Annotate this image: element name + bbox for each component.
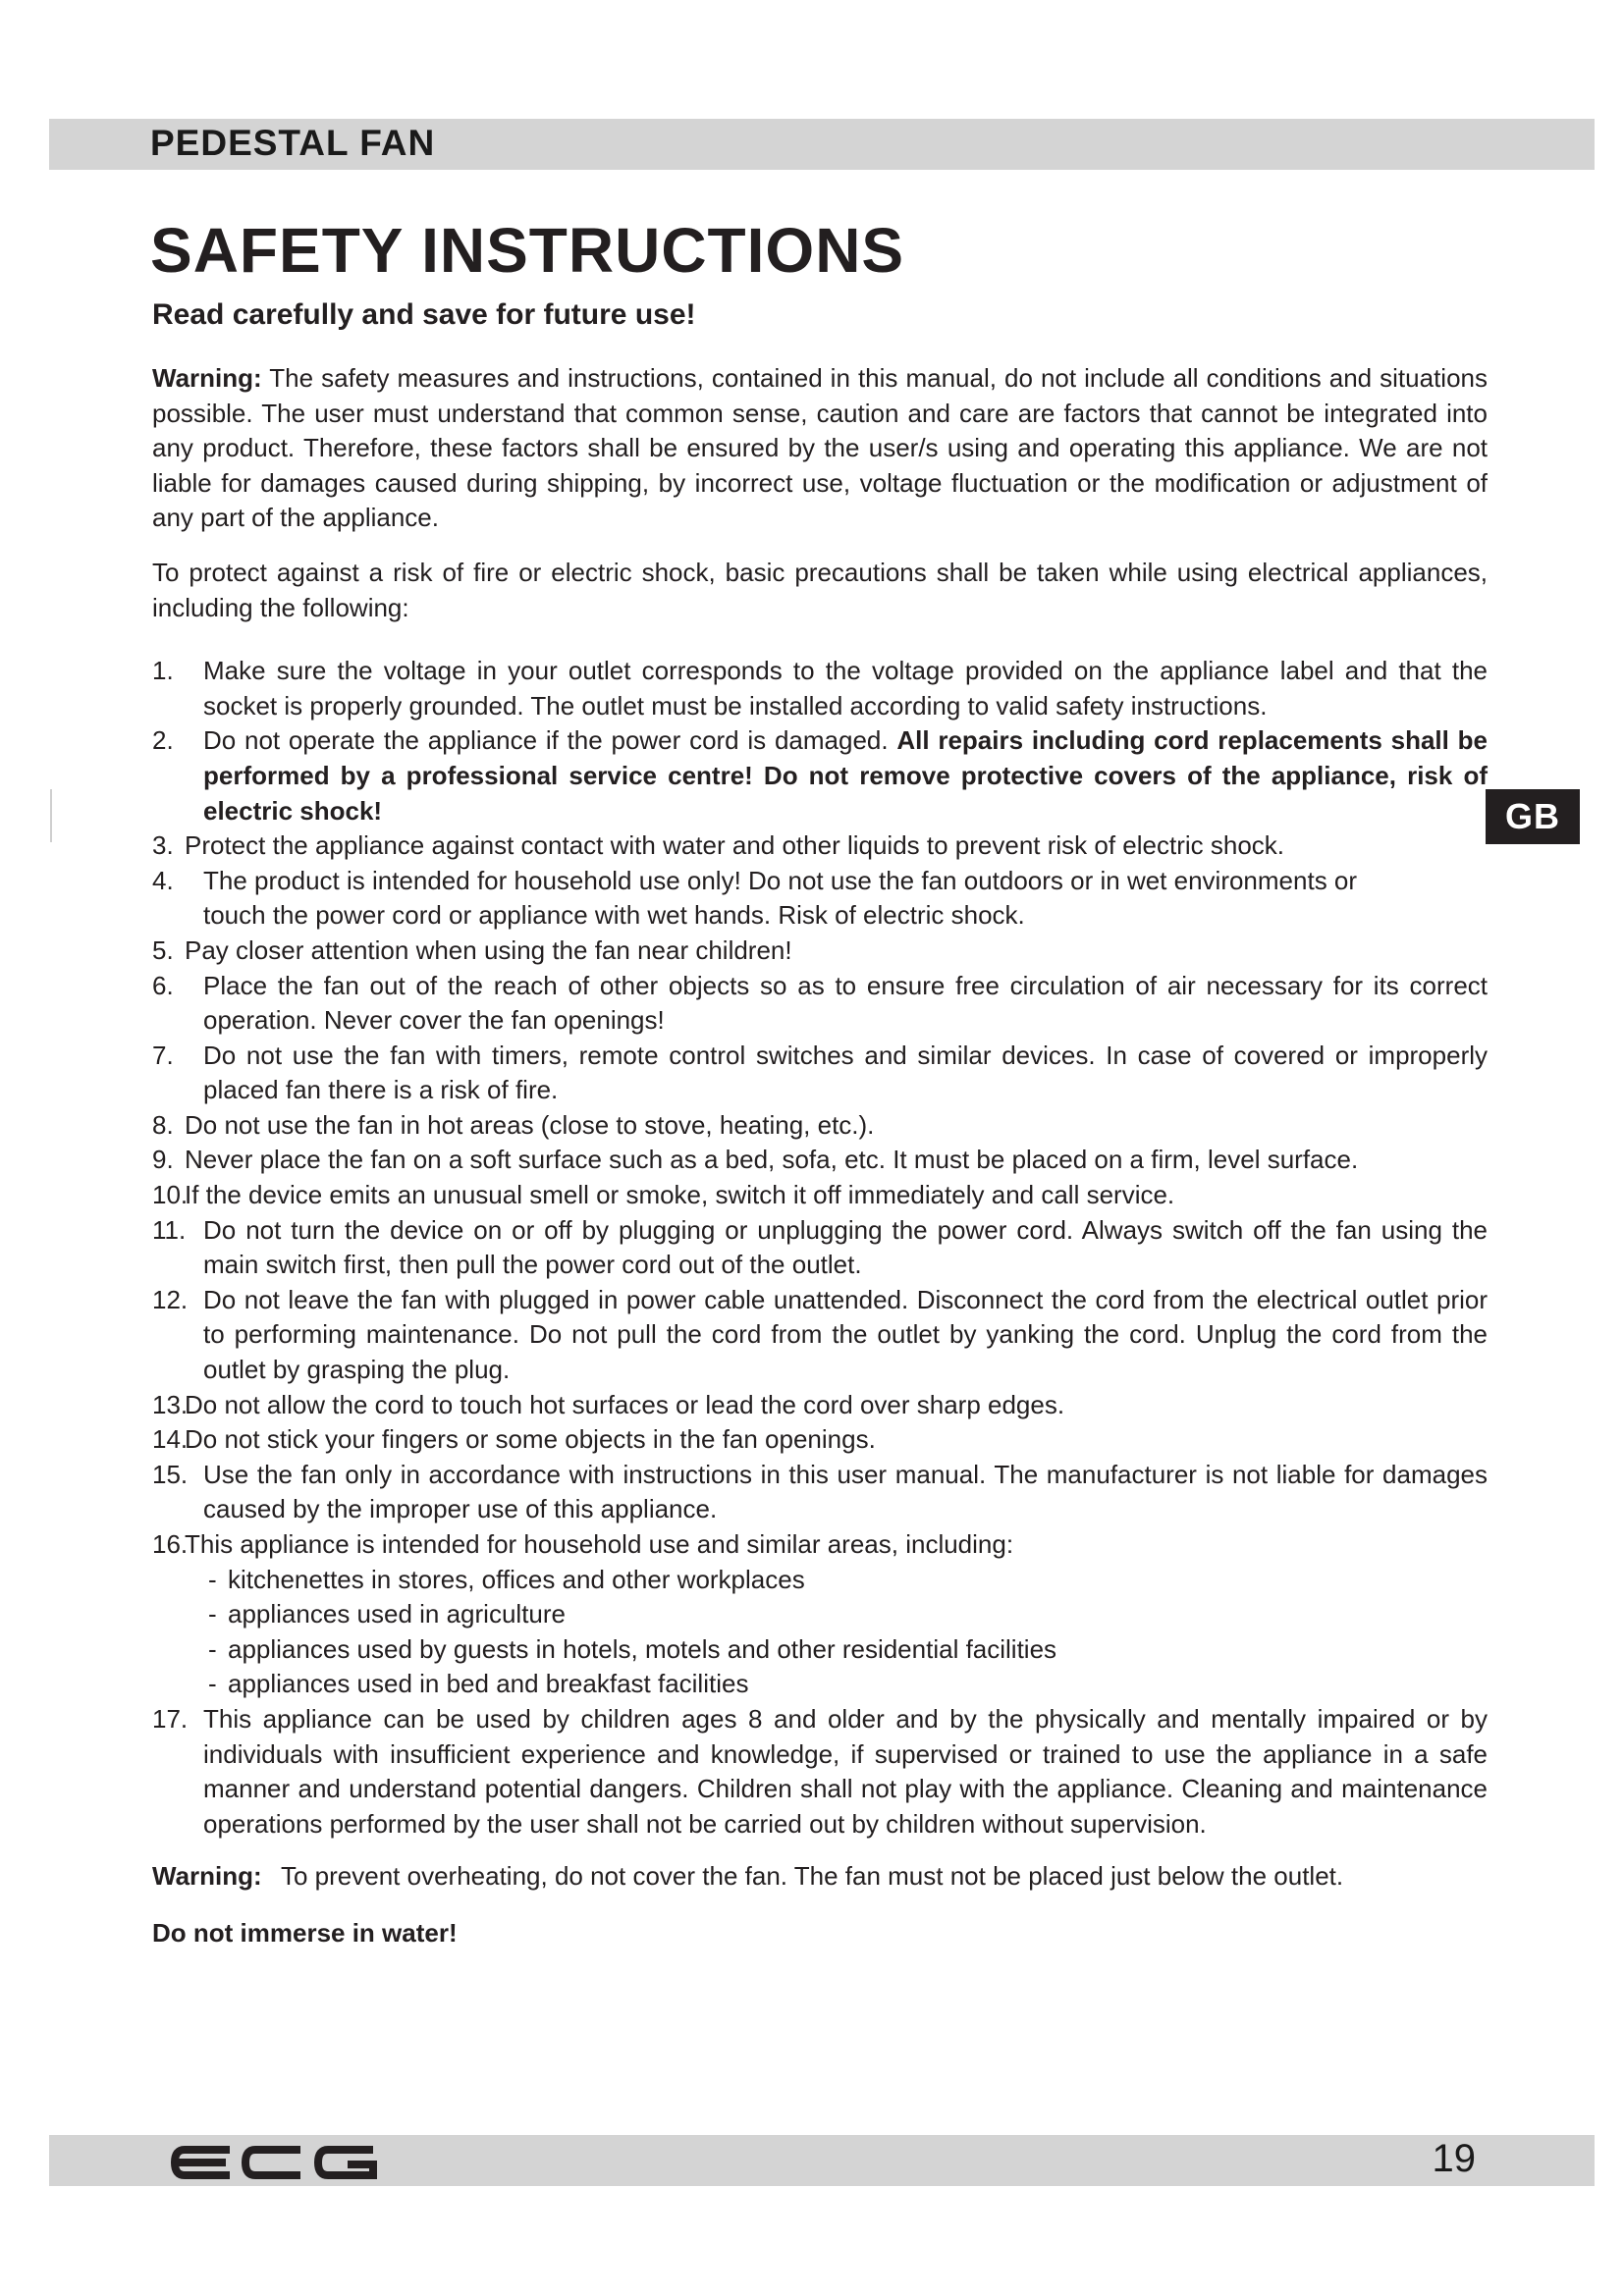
list-item [152, 1527, 1488, 1702]
list-item [152, 969, 1488, 1039]
item-number: 5. [152, 934, 174, 965]
section-title: PEDESTAL FAN [150, 123, 436, 163]
item-number: 4. [152, 865, 174, 895]
item-text: Do not use the fan with timers, remote control switches and similar devices. In case of covered or improperly placed fan there is a risk of fire. [203, 1040, 1488, 1105]
list-item [152, 1422, 1488, 1458]
list-item [152, 864, 1488, 934]
intro-warning [152, 361, 1488, 536]
instruction-list [152, 654, 1488, 1842]
item-number: 3. [152, 830, 174, 861]
item-number: 10. [152, 1180, 189, 1210]
item-number: 13. [152, 1389, 189, 1419]
item-number: 2. [152, 725, 174, 756]
item-text: Do not operate the appliance if the power cord is damaged. [203, 725, 889, 756]
item-number: 1. [152, 656, 174, 686]
item-number: 14. [152, 1424, 189, 1455]
list-item [152, 1702, 1488, 1842]
warning-label: Warning: [152, 1861, 262, 1892]
list-item [152, 654, 1488, 723]
item-number: 12. [152, 1284, 189, 1314]
list-item [152, 1283, 1488, 1388]
list-item [152, 828, 1488, 864]
item-text: Place the fan out of the reach of other objects so as to ensure free circulation of air necessary for its correct operation. Never cover the fan openings! [203, 970, 1488, 1036]
no-immerse-notice: Do not immerse in water! [152, 1917, 458, 1948]
item-text: Never place the fan on a soft surface such as a bed, sofa, etc. It must be placed on a firm, level surface. [185, 1145, 1359, 1175]
item-text: Use the fan only in accordance with instructions in this user manual. The manufacturer is not liable for damages caused by the improper use of this appliance. [203, 1459, 1488, 1524]
item-text: The product is intended for household use only! Do not use the fan outdoors or in wet environments or [203, 865, 1358, 895]
item-text: Do not turn the device on or off by plugging or unplugging the power cord. Always switch off the fan using the main switch first, then pull the power cord out of the outlet. [203, 1214, 1488, 1280]
item-text: Pay closer attention when using the fan near children! [185, 934, 792, 965]
item-text: Do not allow the cord to touch hot surfaces or lead the cord over sharp edges. [185, 1389, 1065, 1419]
facilities-sublist [152, 1563, 1488, 1702]
instructions-body [152, 361, 1488, 1951]
ecg-logo [171, 2146, 379, 2179]
item-text: Make sure the voltage in your outlet corresponds to the voltage provided on the appliance label and that the socket is properly grounded. The outlet must be installed according to valid safety instructions. [203, 656, 1488, 721]
item-text: Do not leave the fan with plugged in power cable unattended. Disconnect the cord from the electrical outlet prior to performing maintenance. Do not pull the cord from the outlet by yanking the cord. Unplug the cord from the outlet by grasping the plug. [203, 1284, 1488, 1385]
item-text: Protect the appliance against contact with water and other liquids to prevent risk of electric shock. [185, 830, 1285, 861]
list-item [152, 1143, 1488, 1178]
page-title: SAFETY INSTRUCTIONS [150, 215, 905, 286]
item-number: 6. [152, 970, 174, 1000]
list-item [152, 1108, 1488, 1144]
sublist-item: - kitchenettes in stores, offices and other workplaces [208, 1563, 1488, 1598]
item-text: Do not stick your fingers or some objects in the fan openings. [185, 1424, 876, 1455]
list-item [152, 934, 1488, 969]
footer-band [49, 2135, 1595, 2186]
item-number: 17. [152, 1703, 189, 1734]
margin-rule [50, 789, 52, 842]
item-number: 7. [152, 1040, 174, 1070]
warning-label: Warning: [152, 363, 262, 393]
item-number: 15. [152, 1459, 189, 1489]
item-text: Do not use the fan in hot areas (close to stove, heating, etc.). [185, 1109, 875, 1140]
item-text: If the device emits an unusual smell or smoke, switch it off immediately and call service. [185, 1180, 1175, 1210]
list-item [152, 1388, 1488, 1423]
sublist-item: - appliances used in bed and breakfast facilities [208, 1667, 1488, 1702]
warning-text: The safety measures and instructions, contained in this manual, do not include all conditions and situations possible. The user must understand that common sense, caution and care are factors that cannot be integrated into any product. Therefore, these factors shall be ensured by the user/s using and operating this appliance. We are not liable for damages caused during shipping, by incorrect use, voltage fluctuation or the modification or adjustment of any part of the appliance. [152, 363, 1488, 533]
item-number: 11. [152, 1214, 187, 1245]
page-number: 19 [1432, 2137, 1476, 2180]
sublist-item: - appliances used by guests in hotels, motels and other residential facilities [208, 1632, 1488, 1668]
closing-warning [152, 1859, 1488, 1895]
list-item [152, 1039, 1488, 1108]
list-item [152, 1213, 1488, 1283]
language-badge: GB [1486, 789, 1580, 844]
list-item [152, 1178, 1488, 1213]
list-item [152, 723, 1488, 828]
item-number: 16. [152, 1529, 189, 1559]
item-number: 9. [152, 1145, 174, 1175]
list-item [152, 1458, 1488, 1527]
header-band [49, 119, 1595, 170]
item-number: 8. [152, 1109, 174, 1140]
item-text-continued: touch the power cord or appliance with wet hands. Risk of electric shock. [203, 900, 1025, 931]
item-bold-text: All repairs including cord replacements shall be performed by a professional service centre! Do not remove protective covers of the appliance, risk of electric shock! [203, 725, 1488, 826]
intro-precautions: To protect against a risk of fire or electric shock, basic precautions shall be taken while using electrical appliances, including the following: [152, 557, 1488, 622]
item-text: This appliance can be used by children ages 8 and older and by the physically and mentally impaired or by individuals with insufficient experience and knowledge, if supervised or trained to use the appliance in a safe manner and understand potential dangers. Children shall not play with the appliance. Cleaning and maintenance operations performed by the user shall not be carried out by children without supervision. [203, 1703, 1488, 1839]
sublist-item: - appliances used in agriculture [208, 1597, 1488, 1632]
subtitle: Read carefully and save for future use! [152, 298, 696, 331]
warning-text: To prevent overheating, do not cover the fan. The fan must not be placed just below the outlet. [281, 1861, 1344, 1892]
item-text: This appliance is intended for household use and similar areas, including: [185, 1529, 1014, 1559]
